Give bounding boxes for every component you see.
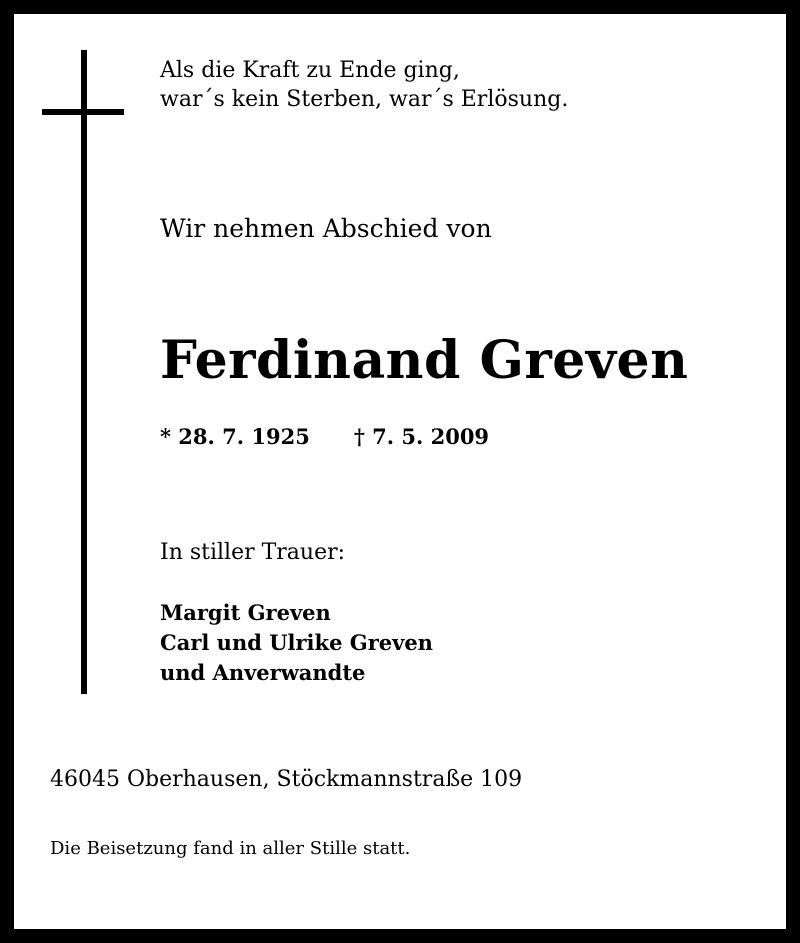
mourners-list: [160, 598, 433, 688]
death-date: † 7. 5. 2009: [353, 424, 490, 449]
farewell-text: Wir nehmen Abschied von: [160, 214, 492, 243]
cross-vertical-bar: [81, 50, 87, 694]
quote-line-1: Als die Kraft zu Ende ging,: [160, 58, 460, 83]
mourner-name: Margit Greven: [160, 600, 331, 625]
birth-date: * 28. 7. 1925: [160, 424, 310, 449]
deceased-name: Ferdinand Greven: [160, 330, 689, 391]
burial-note: Die Beisetzung fand in aller Stille statt.: [50, 838, 411, 859]
cross-horizontal-bar: [42, 109, 124, 115]
obituary-notice: [14, 14, 786, 929]
mourning-intro: In stiller Trauer:: [160, 540, 346, 565]
address: 46045 Oberhausen, Stöckmannstraße 109: [50, 767, 523, 792]
mourner-name: und Anverwandte: [160, 660, 366, 685]
life-dates: [160, 424, 489, 449]
mourner-name: Carl und Ulrike Greven: [160, 630, 433, 655]
quote-line-2: war´s kein Sterben, war´s Erlösung.: [160, 87, 569, 112]
quote: [160, 56, 568, 114]
